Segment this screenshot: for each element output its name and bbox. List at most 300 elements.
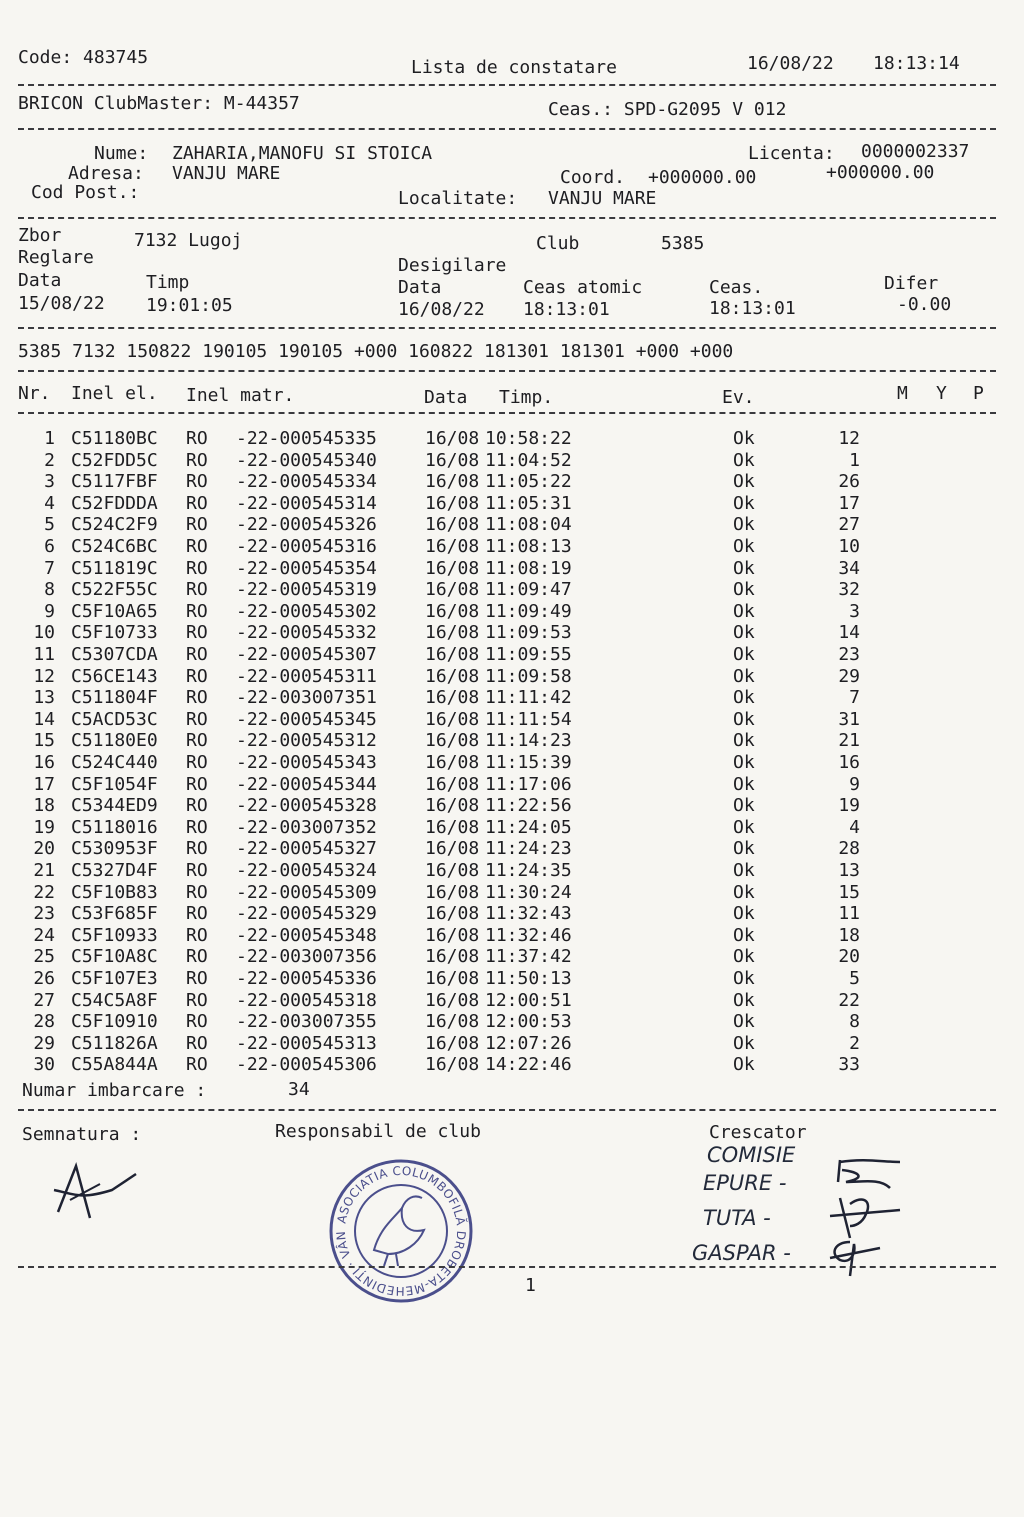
arrival-date: 16/08 (425, 492, 480, 514)
arrival-date: 16/08 (425, 924, 480, 946)
row-number: 11 (33, 644, 55, 665)
position-value: 27 (838, 514, 860, 536)
event-status: Ok (733, 428, 755, 449)
position-value: 3 (849, 600, 860, 622)
document-title: Lista de constatare (411, 57, 617, 78)
ring-number: -22-000545328 (236, 795, 377, 817)
zbor-value: 7132 Lugoj (134, 230, 243, 251)
country-code: RO (186, 730, 208, 752)
country-code: RO (186, 881, 208, 903)
col-data: Data (424, 387, 468, 408)
row-number: 8 (44, 579, 55, 601)
country-code: RO (186, 708, 208, 730)
country-code: RO (186, 514, 208, 536)
ring-number: -22-000545354 (236, 557, 377, 579)
country-code: RO (186, 924, 208, 946)
locality-label: Localitate: (398, 188, 518, 209)
row-number: 3 (44, 471, 55, 493)
coord-label: Coord. (560, 167, 626, 188)
event-status: Ok (733, 536, 755, 557)
event-status: Ok (733, 492, 755, 514)
position-value: 8 (849, 1011, 860, 1033)
arrival-date: 16/08 (425, 946, 480, 968)
arrival-date: 16/08 (425, 816, 480, 838)
col-m: M (897, 383, 908, 404)
code: Code: 483745 (18, 47, 149, 68)
ring-number: -22-000545302 (236, 600, 377, 622)
row-number: 24 (33, 924, 55, 946)
country-code: RO (186, 665, 208, 687)
reglare-date: 15/08/22 (18, 293, 105, 314)
ring-number: -22-000545335 (236, 428, 377, 449)
arrival-date: 16/08 (425, 579, 480, 601)
electronic-ring: C5F10933 (71, 924, 158, 946)
coord-1: +000000.00 (648, 167, 757, 188)
svg-text:ASOCIATIA COLUMBOFILĂ DROBETA-: ASOCIATIA COLUMBOFILĂ DROBETA-MEHEDINȚI · VÂNJU MARE · (322, 1147, 469, 1299)
position-value: 4 (849, 816, 860, 838)
row-number: 27 (33, 989, 55, 1011)
arrival-date: 16/08 (425, 903, 480, 925)
handwriting-name-1: EPURE - (703, 1171, 787, 1195)
country-code: RO (186, 1054, 208, 1076)
position-value: 13 (838, 860, 860, 881)
arrival-date: 16/08 (425, 989, 480, 1011)
arrival-time: 11:22:56 (485, 795, 572, 817)
row-number: 10 (33, 622, 55, 644)
electronic-ring: C52FDDDA (71, 492, 158, 514)
country-code: RO (186, 773, 208, 795)
arrival-date: 16/08 (425, 449, 480, 471)
ring-number: -22-000545334 (236, 471, 377, 493)
ring-number: -22-000545343 (236, 752, 377, 773)
event-status: Ok (733, 1032, 755, 1054)
arrival-date: 16/08 (425, 881, 480, 903)
ring-number: -22-000545348 (236, 924, 377, 946)
row-number: 19 (33, 816, 55, 838)
commission-signatures (810, 1148, 910, 1278)
electronic-ring: C5F10733 (71, 622, 158, 644)
ring-number: -22-000545311 (236, 665, 377, 687)
position-value: 18 (838, 924, 860, 946)
row-number: 13 (33, 687, 55, 709)
electronic-ring: C5F10B83 (71, 881, 158, 903)
arrival-time: 11:08:19 (485, 557, 572, 579)
row-number: 22 (33, 881, 55, 903)
country-code: RO (186, 492, 208, 514)
electronic-ring: C5F10A8C (71, 946, 158, 968)
timp-label: Timp (146, 272, 190, 293)
event-status: Ok (733, 708, 755, 730)
divider (18, 1109, 996, 1111)
electronic-ring: C56CE143 (71, 665, 158, 687)
electronic-ring: C55A844A (71, 1054, 158, 1076)
event-status: Ok (733, 1054, 755, 1076)
position-value: 9 (849, 773, 860, 795)
country-code: RO (186, 946, 208, 968)
arrival-time: 11:04:52 (485, 449, 572, 471)
arrival-time: 11:09:49 (485, 600, 572, 622)
position-value: 28 (838, 838, 860, 860)
ceas-atomic-label: Ceas atomic (523, 277, 643, 298)
country-code: RO (186, 838, 208, 860)
divider (18, 217, 996, 219)
breeder-label: Crescator (709, 1122, 807, 1143)
ring-number: -22-000545324 (236, 860, 377, 881)
event-status: Ok (733, 600, 755, 622)
divider (18, 1266, 996, 1268)
row-number: 2 (44, 449, 55, 471)
ring-number: -22-000545306 (236, 1054, 377, 1076)
difer-value: -0.00 (897, 294, 952, 315)
arrival-date: 16/08 (425, 644, 480, 665)
header-date: 16/08/22 (747, 53, 834, 74)
event-status: Ok (733, 730, 755, 752)
arrival-time: 12:00:51 (485, 989, 572, 1011)
summary-code-line: 5385 7132 150822 190105 190105 +000 160822 181301 181301 +000 +000 (18, 341, 734, 362)
row-number: 5 (44, 514, 55, 536)
position-value: 14 (838, 622, 860, 644)
electronic-ring: C5327D4F (71, 860, 158, 881)
position-value: 10 (838, 536, 860, 557)
position-value: 33 (838, 1054, 860, 1076)
position-value: 2 (849, 1032, 860, 1054)
electronic-ring: C5F107E3 (71, 968, 158, 989)
col-ev: Ev. (722, 387, 755, 408)
club-number: 5385 (661, 233, 705, 254)
owner-address: VANJU MARE (172, 163, 281, 184)
event-status: Ok (733, 968, 755, 989)
arrival-date: 16/08 (425, 471, 480, 493)
position-value: 29 (838, 665, 860, 687)
clock-id: Ceas.: SPD-G2095 V 012 (548, 99, 787, 120)
event-status: Ok (733, 557, 755, 579)
arrival-date: 16/08 (425, 687, 480, 709)
position-value: 23 (838, 644, 860, 665)
ring-number: -22-000545329 (236, 903, 377, 925)
country-code: RO (186, 816, 208, 838)
col-y: Y (936, 383, 947, 404)
event-status: Ok (733, 816, 755, 838)
country-code: RO (186, 968, 208, 989)
col-inel-el: Inel el. (71, 383, 158, 404)
electronic-ring: C5117FBF (71, 471, 158, 493)
ring-number: -22-003007351 (236, 687, 377, 709)
electronic-ring: C5307CDA (71, 644, 158, 665)
event-status: Ok (733, 946, 755, 968)
arrival-time: 11:24:05 (485, 816, 572, 838)
row-number: 29 (33, 1032, 55, 1054)
event-status: Ok (733, 989, 755, 1011)
electronic-ring: C522F55C (71, 579, 158, 601)
arrival-date: 16/08 (425, 1054, 480, 1076)
arrival-date: 16/08 (425, 536, 480, 557)
electronic-ring: C5F10910 (71, 1011, 158, 1033)
ring-number: -22-003007355 (236, 1011, 377, 1033)
position-value: 12 (838, 428, 860, 449)
ring-number: -22-003007356 (236, 946, 377, 968)
divider (18, 128, 996, 130)
ring-number: -22-000545345 (236, 708, 377, 730)
event-status: Ok (733, 644, 755, 665)
club-stamp (322, 1147, 474, 1304)
row-number: 7 (44, 557, 55, 579)
position-value: 19 (838, 795, 860, 817)
header-time: 18:13:14 (873, 53, 960, 74)
electronic-ring: C511804F (71, 687, 158, 709)
arrival-time: 14:22:46 (485, 1054, 572, 1076)
row-number: 12 (33, 665, 55, 687)
ring-number: -22-000545332 (236, 622, 377, 644)
arrival-time: 11:09:55 (485, 644, 572, 665)
col-nr: Nr. (18, 383, 51, 404)
arrival-time: 12:07:26 (485, 1032, 572, 1054)
row-number: 20 (33, 838, 55, 860)
country-code: RO (186, 989, 208, 1011)
address-label: Adresa: (68, 163, 144, 184)
arrival-time: 11:32:46 (485, 924, 572, 946)
electronic-ring: C51180E0 (71, 730, 158, 752)
event-status: Ok (733, 579, 755, 601)
page-number: 1 (525, 1275, 536, 1296)
arrival-date: 16/08 (425, 1032, 480, 1054)
arrival-time: 11:09:47 (485, 579, 572, 601)
arrival-time: 11:24:35 (485, 860, 572, 881)
position-value: 20 (838, 946, 860, 968)
position-value: 32 (838, 579, 860, 601)
ring-number: -22-000545313 (236, 1032, 377, 1054)
arrival-time: 12:00:53 (485, 1011, 572, 1033)
event-status: Ok (733, 773, 755, 795)
event-status: Ok (733, 687, 755, 709)
country-code: RO (186, 903, 208, 925)
arrival-time: 11:37:42 (485, 946, 572, 968)
country-code: RO (186, 687, 208, 709)
electronic-ring: C524C2F9 (71, 514, 158, 536)
country-code: RO (186, 622, 208, 644)
club-responsible-label: Responsabil de club (275, 1121, 481, 1142)
ring-number: -22-000545344 (236, 773, 377, 795)
position-value: 21 (838, 730, 860, 752)
arrival-time: 11:11:54 (485, 708, 572, 730)
col-p: P (973, 383, 984, 404)
arrival-date: 16/08 (425, 514, 480, 536)
position-value: 1 (849, 449, 860, 471)
col-timp: Timp. (499, 387, 554, 408)
electronic-ring: C5F10A65 (71, 600, 158, 622)
arrival-time: 11:08:13 (485, 536, 572, 557)
desigilare-date: 16/08/22 (398, 299, 485, 320)
electronic-ring: C524C440 (71, 752, 158, 773)
arrival-time: 11:08:04 (485, 514, 572, 536)
electronic-ring: C54C5A8F (71, 989, 158, 1011)
electronic-ring: C5F1054F (71, 773, 158, 795)
event-status: Ok (733, 665, 755, 687)
handwriting-name-3: GASPAR - (692, 1241, 791, 1265)
event-status: Ok (733, 471, 755, 493)
electronic-ring: C5ACD53C (71, 708, 158, 730)
arrival-time: 11:17:06 (485, 773, 572, 795)
electronic-ring: C52FDD5C (71, 449, 158, 471)
reglare-time: 19:01:05 (146, 295, 233, 316)
ring-number: -22-000545326 (236, 514, 377, 536)
arrival-date: 16/08 (425, 795, 480, 817)
position-value: 15 (838, 881, 860, 903)
country-code: RO (186, 471, 208, 493)
row-number: 25 (33, 946, 55, 968)
country-code: RO (186, 579, 208, 601)
country-code: RO (186, 428, 208, 449)
event-status: Ok (733, 795, 755, 817)
arrival-date: 16/08 (425, 1011, 480, 1033)
ring-number: -22-000545316 (236, 536, 377, 557)
ring-number: -22-000545340 (236, 449, 377, 471)
ring-number: -22-000545319 (236, 579, 377, 601)
position-value: 11 (838, 903, 860, 925)
arrival-date: 16/08 (425, 860, 480, 881)
arrival-date: 16/08 (425, 600, 480, 622)
clock-time: 18:13:01 (709, 298, 796, 319)
handwriting-name-2: TUTA - (703, 1206, 771, 1230)
arrival-time: 11:30:24 (485, 881, 572, 903)
arrival-time: 11:50:13 (485, 968, 572, 989)
electronic-ring: C53F685F (71, 903, 158, 925)
arrival-time: 11:11:42 (485, 687, 572, 709)
embark-count: 34 (288, 1079, 310, 1100)
country-code: RO (186, 1011, 208, 1033)
zbor-label: Zbor (18, 225, 62, 246)
country-code: RO (186, 1032, 208, 1054)
event-status: Ok (733, 1011, 755, 1033)
position-value: 16 (838, 752, 860, 773)
event-status: Ok (733, 903, 755, 925)
row-number: 26 (33, 968, 55, 989)
position-value: 22 (838, 989, 860, 1011)
ceas-label: Ceas. (709, 277, 764, 298)
arrival-date: 16/08 (425, 730, 480, 752)
arrival-date: 16/08 (425, 622, 480, 644)
row-number: 18 (33, 795, 55, 817)
country-code: RO (186, 795, 208, 817)
country-code: RO (186, 557, 208, 579)
desigilare-label: Desigilare (398, 255, 507, 276)
arrival-date: 16/08 (425, 752, 480, 773)
signature (40, 1160, 140, 1230)
arrival-date: 16/08 (425, 838, 480, 860)
event-status: Ok (733, 622, 755, 644)
locality: VANJU MARE (548, 188, 657, 209)
arrival-date: 16/08 (425, 708, 480, 730)
handwriting-commission: COMISIE (707, 1143, 796, 1167)
electronic-ring: C5118016 (71, 816, 158, 838)
license-number: 0000002337 (861, 141, 970, 162)
ring-number: -22-000545309 (236, 881, 377, 903)
electronic-ring: C511819C (71, 557, 158, 579)
row-number: 21 (33, 860, 55, 881)
row-number: 4 (44, 492, 55, 514)
club-label: Club (536, 233, 580, 254)
electronic-ring: C524C6BC (71, 536, 158, 557)
ring-number: -22-000545327 (236, 838, 377, 860)
ring-number: -22-000545318 (236, 989, 377, 1011)
event-status: Ok (733, 752, 755, 773)
position-value: 34 (838, 557, 860, 579)
country-code: RO (186, 644, 208, 665)
arrival-date: 16/08 (425, 428, 480, 449)
owner-name: ZAHARIA,MANOFU SI STOICA (172, 143, 433, 164)
ring-number: -22-000545312 (236, 730, 377, 752)
row-number: 23 (33, 903, 55, 925)
row-number: 17 (33, 773, 55, 795)
arrival-time: 11:32:43 (485, 903, 572, 925)
name-label: Nume: (94, 143, 149, 164)
row-number: 16 (33, 752, 55, 773)
position-value: 5 (849, 968, 860, 989)
electronic-ring: C511826A (71, 1032, 158, 1054)
signature-label: Semnatura : (22, 1124, 142, 1145)
row-number: 15 (33, 730, 55, 752)
electronic-ring: C5344ED9 (71, 795, 158, 817)
license-label: Licenta: (748, 143, 835, 164)
country-code: RO (186, 752, 208, 773)
row-number: 14 (33, 708, 55, 730)
electronic-ring: C530953F (71, 838, 158, 860)
event-status: Ok (733, 838, 755, 860)
country-code: RO (186, 600, 208, 622)
event-status: Ok (733, 514, 755, 536)
difer-label: Difer (884, 273, 939, 294)
ring-number: -22-000545307 (236, 644, 377, 665)
position-value: 17 (838, 492, 860, 514)
data-label-2: Data (398, 277, 442, 298)
arrival-time: 11:24:23 (485, 838, 572, 860)
embark-count-label: Numar imbarcare : (22, 1080, 207, 1101)
arrival-date: 16/08 (425, 557, 480, 579)
arrival-date: 16/08 (425, 665, 480, 687)
divider (18, 327, 996, 329)
divider (18, 370, 996, 372)
arrival-date: 16/08 (425, 773, 480, 795)
country-code: RO (186, 536, 208, 557)
data-label: Data (18, 270, 62, 291)
row-number: 1 (44, 428, 55, 449)
arrival-time: 10:58:22 (485, 428, 572, 449)
coord-2: +000000.00 (826, 162, 935, 183)
electronic-ring: C51180BC (71, 428, 158, 449)
event-status: Ok (733, 924, 755, 946)
ring-number: -22-000545314 (236, 492, 377, 514)
country-code: RO (186, 860, 208, 881)
postcode-label: Cod Post.: (31, 182, 140, 203)
arrival-time: 11:05:22 (485, 471, 572, 493)
system-id: BRICON ClubMaster: M-44357 (18, 93, 300, 114)
event-status: Ok (733, 881, 755, 903)
ring-number: -22-003007352 (236, 816, 377, 838)
arrival-date: 16/08 (425, 968, 480, 989)
row-number: 28 (33, 1011, 55, 1033)
country-code: RO (186, 449, 208, 471)
arrival-time: 11:09:53 (485, 622, 572, 644)
row-number: 30 (33, 1054, 55, 1076)
atomic-time: 18:13:01 (523, 299, 610, 320)
divider (18, 412, 996, 414)
position-value: 26 (838, 471, 860, 493)
ring-number: -22-000545336 (236, 968, 377, 989)
col-inel-matr: Inel matr. (186, 385, 295, 406)
row-number: 9 (44, 600, 55, 622)
row-number: 6 (44, 536, 55, 557)
reglare-label: Reglare (18, 247, 94, 268)
event-status: Ok (733, 449, 755, 471)
